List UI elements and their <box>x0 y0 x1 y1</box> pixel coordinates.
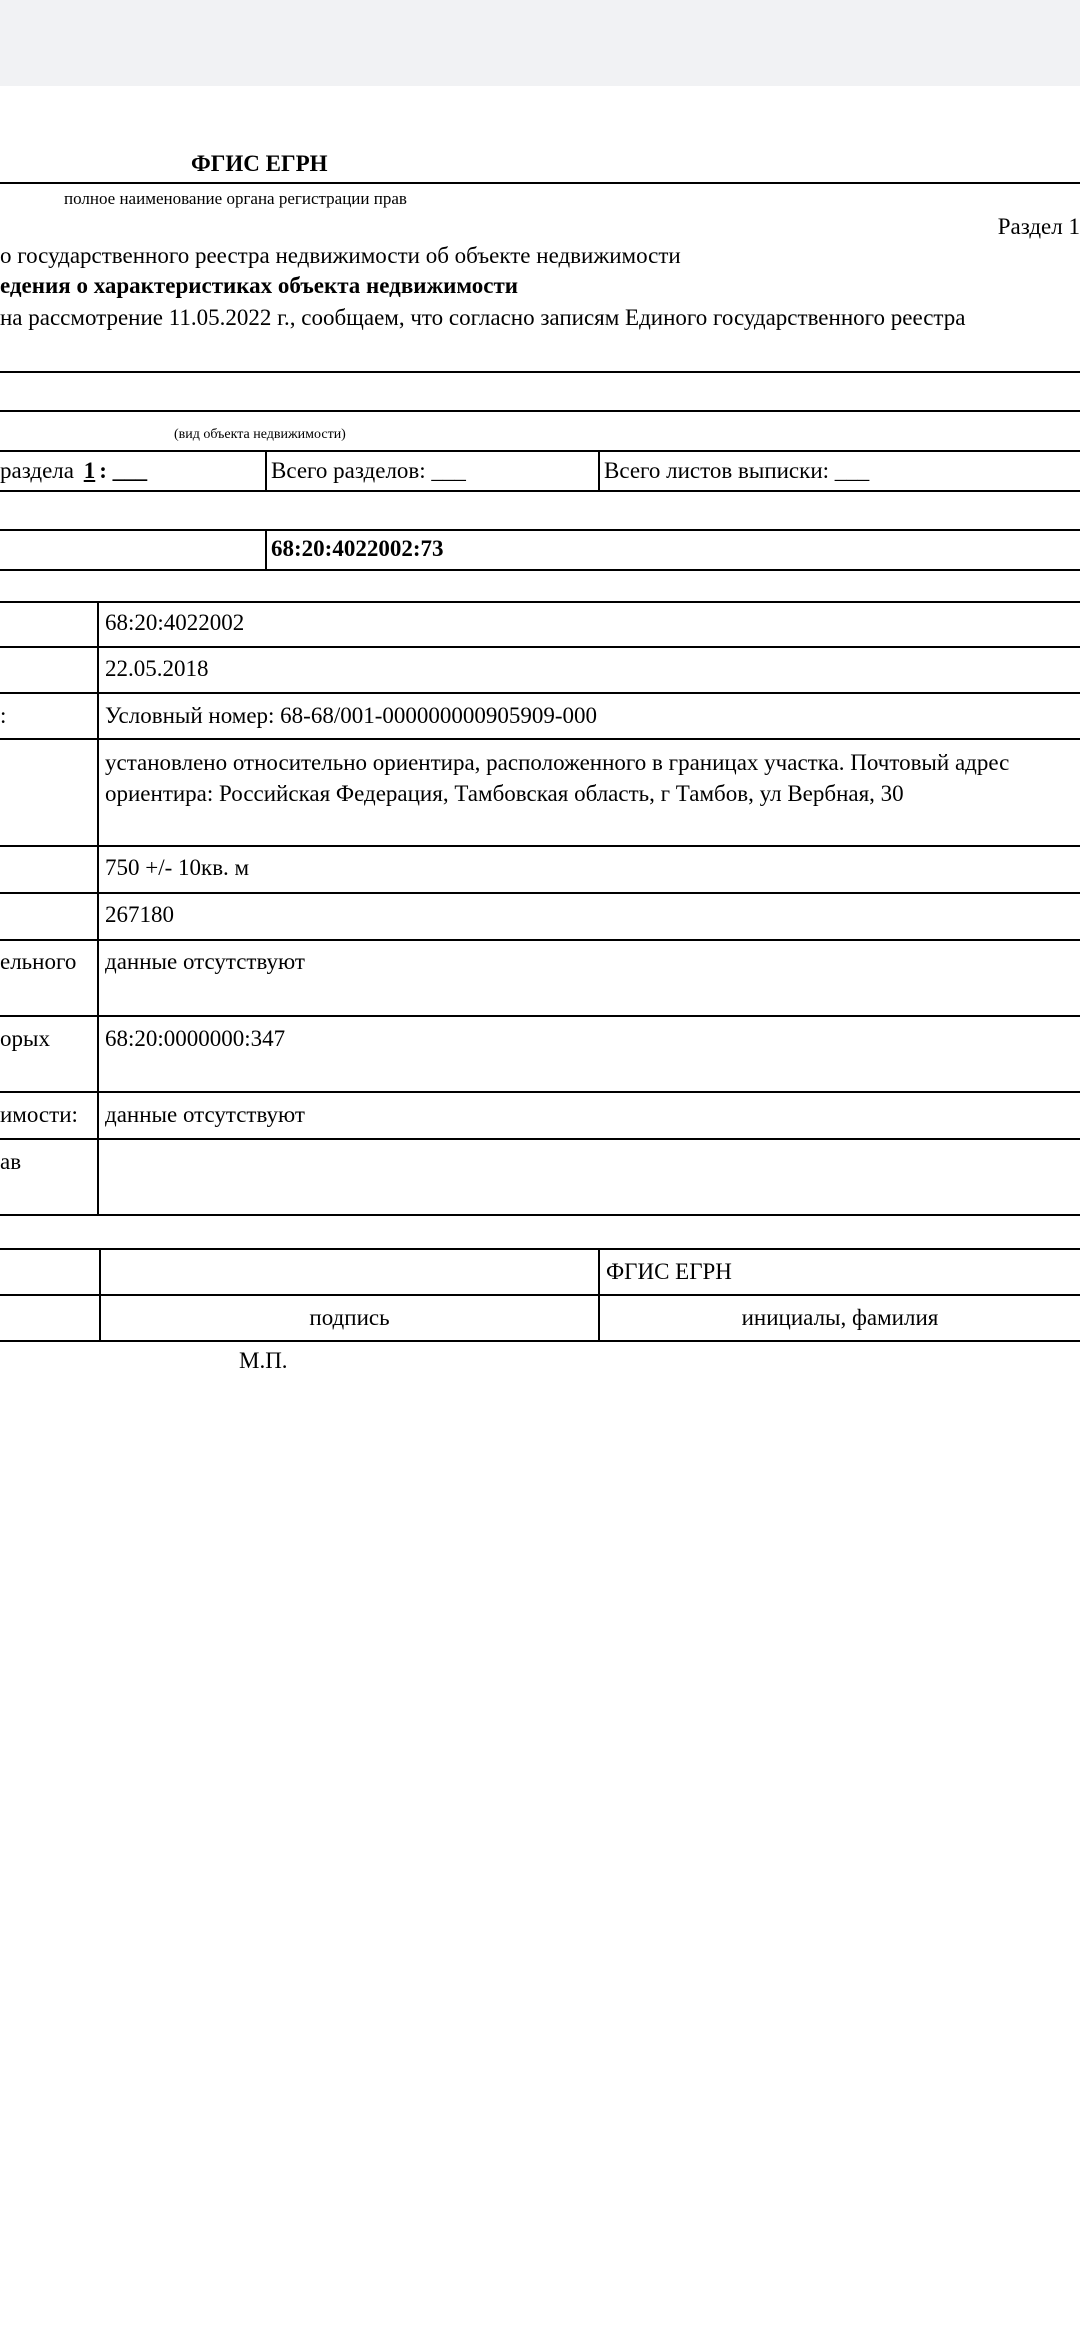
sheet-of-section-prefix: раздела <box>0 458 74 483</box>
table-rule <box>0 1138 1080 1140</box>
rule <box>0 1340 1080 1342</box>
row-label: имости: <box>0 1102 78 1127</box>
table-rule <box>0 1214 1080 1216</box>
rule <box>0 1294 1080 1296</box>
org-caption: полное наименование органа регистрации прав <box>64 189 407 208</box>
stamp-place: М.П. <box>239 1348 288 1373</box>
row-value: 267180 <box>105 902 174 927</box>
document-title: о государственного реестра недвижимости об объекте недвижимости <box>0 243 681 268</box>
rule <box>0 410 1080 412</box>
table-rule <box>0 845 1080 847</box>
table-rule <box>0 738 1080 740</box>
browser-toolbar <box>0 0 1080 86</box>
table-rule <box>0 939 1080 941</box>
rule <box>0 529 1080 531</box>
row-value: данные отсутствуют <box>105 1102 305 1127</box>
row-label: : <box>0 703 7 728</box>
document-subtitle: едения о характеристиках объекта недвижимости <box>0 273 519 298</box>
row-value: данные отсутствуют <box>105 949 305 974</box>
signature-caption: подпись <box>309 1305 390 1330</box>
row-label: ав <box>0 1149 22 1174</box>
section-label: Раздел 1 <box>997 214 1080 239</box>
row-value: 68:20:0000000:347 <box>105 1026 286 1051</box>
row-value: 750 +/- 10кв. м <box>105 855 250 880</box>
table-rule <box>0 892 1080 894</box>
divider <box>598 450 600 490</box>
divider <box>265 450 267 490</box>
row-value: установлено относительно ориентира, расположенного в границах участка. Почтовый адрес ориентира: Российская Федерация, Тамбовская область, г Тамбов, ул Вербная, 30 <box>105 750 1010 806</box>
rule <box>0 450 1080 452</box>
org-underline <box>0 182 1080 184</box>
sheet-of-section-number: 1 <box>83 458 96 483</box>
rule <box>0 490 1080 492</box>
rule <box>0 1248 1080 1250</box>
cadastral-number: 68:20:4022002:73 <box>271 536 444 561</box>
table-rule <box>0 646 1080 648</box>
table-rule <box>0 1091 1080 1093</box>
org-name: ФГИС ЕГРН <box>191 151 328 176</box>
total-sheets: Всего листов выписки: ___ <box>604 458 870 483</box>
row-label: ельного <box>0 949 77 974</box>
sheet-of-section <box>0 455 147 486</box>
divider <box>265 529 267 569</box>
name-caption: инициалы, фамилия <box>741 1305 939 1330</box>
table-rule <box>0 692 1080 694</box>
intro-text: на рассмотрение 11.05.2022 г., сообщаем, что согласно записям Единого государственного реестра <box>0 305 966 330</box>
sheet-of-section-suffix: : ___ <box>99 458 148 483</box>
row-label: орых <box>0 1026 50 1051</box>
rule <box>0 569 1080 571</box>
rule <box>0 371 1080 373</box>
row-value: 22.05.2018 <box>105 656 209 681</box>
row-value: 68:20:4022002 <box>105 610 245 635</box>
total-sections: Всего разделов: ___ <box>271 458 466 483</box>
row-value: Условный номер: 68-68/001-000000000905909-000 <box>105 703 598 728</box>
table-rule <box>0 601 1080 603</box>
registrar-name: ФГИС ЕГРН <box>606 1259 732 1284</box>
object-kind-caption: (вид объекта недвижимости) <box>174 427 346 442</box>
table-rule <box>0 1015 1080 1017</box>
